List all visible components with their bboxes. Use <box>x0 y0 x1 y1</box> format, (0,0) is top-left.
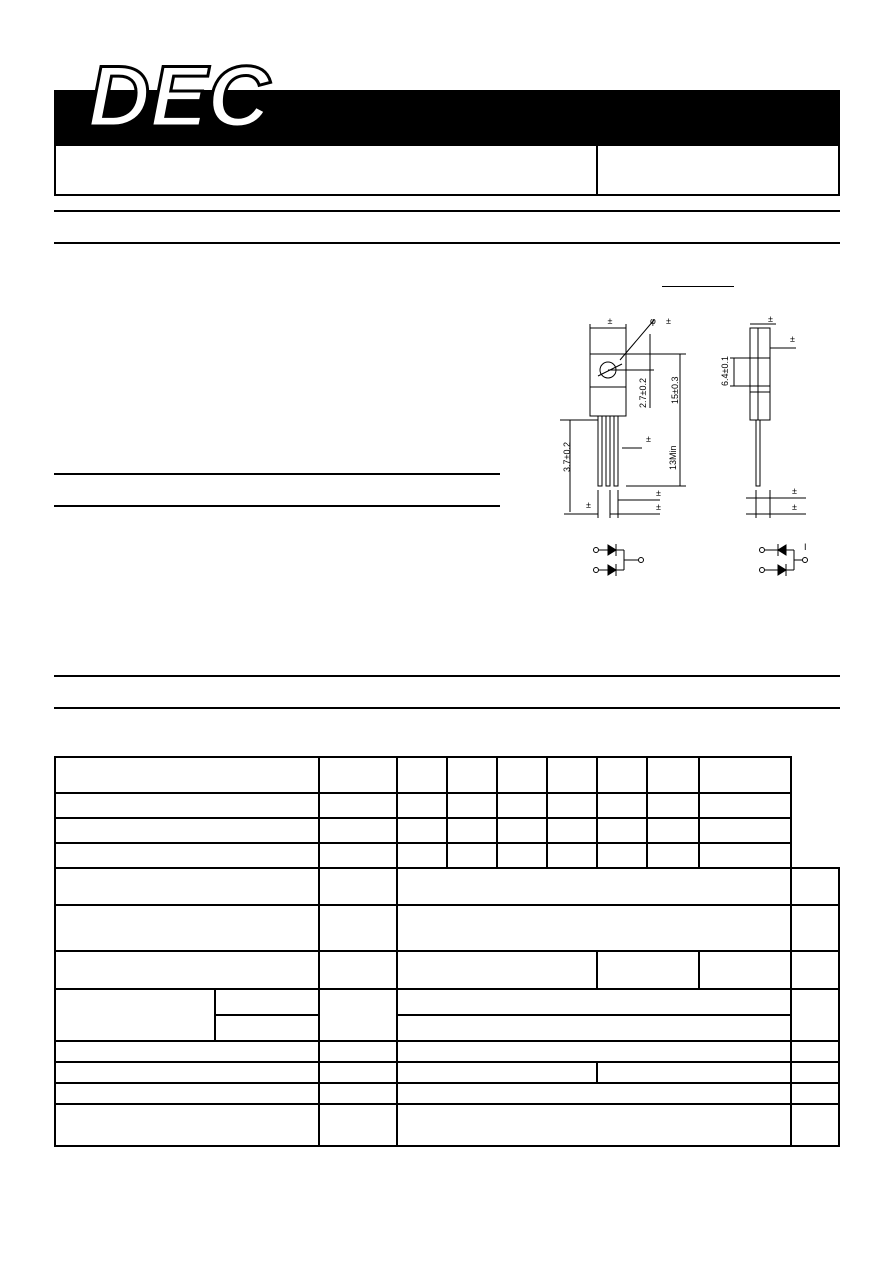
dim-tol: ± <box>646 434 651 444</box>
table-row <box>55 793 839 818</box>
table-row <box>55 1104 839 1146</box>
dim-tol: ± <box>586 500 591 510</box>
pin-label: I <box>804 542 807 552</box>
table-row <box>55 843 839 868</box>
logo-text: DEC <box>88 54 270 138</box>
table-row <box>55 989 839 1015</box>
lead <box>614 416 618 486</box>
lead <box>606 416 610 486</box>
section-rule <box>54 473 500 475</box>
dim-tol: ± <box>656 502 661 512</box>
dim-tol: ± <box>607 316 613 326</box>
dim-tol: ± <box>790 334 795 344</box>
dim-tol: ± <box>656 488 661 498</box>
dim-tol: ± <box>666 316 671 326</box>
table-row <box>55 868 839 905</box>
section-rule <box>54 707 840 709</box>
to220-body-front <box>590 354 626 416</box>
section-rule <box>54 675 840 677</box>
dim-label: 15±0.3 <box>670 376 680 404</box>
package-outline-drawing <box>550 280 850 590</box>
ratings-table <box>54 756 840 1147</box>
dim-phi: φ <box>650 316 656 326</box>
diode-symbol-left <box>594 544 644 576</box>
lead-side <box>756 420 760 486</box>
dec-logo <box>86 54 306 138</box>
dim-tol: ± <box>768 314 773 324</box>
part-number-box <box>596 146 840 196</box>
title-box <box>54 146 598 196</box>
table-row <box>55 818 839 843</box>
section-rule <box>54 242 840 244</box>
table-row <box>55 1041 839 1062</box>
dim-label: 13Min <box>668 445 678 470</box>
table-row <box>55 1083 839 1104</box>
section-rule <box>54 210 840 212</box>
dim-label: 2.7±0.2 <box>638 378 648 408</box>
table-row <box>55 1062 839 1083</box>
dim-tol: ± <box>792 502 797 512</box>
lead <box>598 416 602 486</box>
to220-body-side <box>750 328 770 420</box>
dim-label: 3.7±0.2 <box>562 442 572 472</box>
diode-symbol-right <box>760 542 808 576</box>
dim-tol: ± <box>792 486 797 496</box>
section-rule <box>54 505 500 507</box>
table-row <box>55 757 839 793</box>
dim-label: 6.4±0.1 <box>720 356 730 386</box>
table-row <box>55 905 839 951</box>
table-row <box>55 951 839 989</box>
